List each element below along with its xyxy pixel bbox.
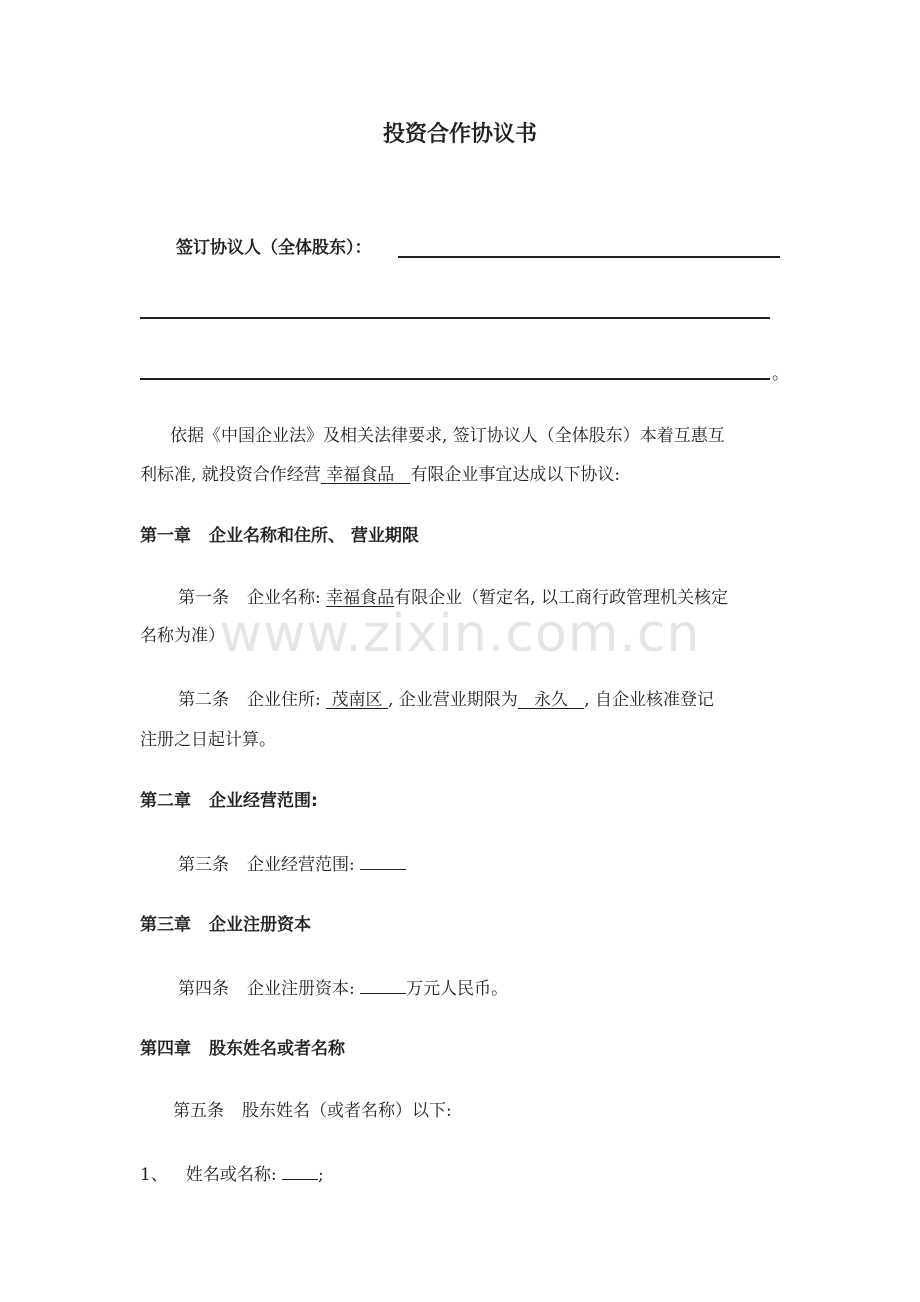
- preamble-text-before: 利标准, 就投资合作经营: [140, 465, 321, 485]
- term-value: 永久: [533, 690, 568, 710]
- article-1-line-1: 第一条 企业名称: 幸福食品有限企业（暂定名, 以工商行政管理机关核定: [178, 588, 728, 608]
- chapter-1-heading: 第一章 企业名称和住所、 营业期限: [140, 526, 419, 546]
- article-3: 第三条 企业经营范围:: [178, 851, 406, 877]
- watermark: www.zixin.com.cn: [219, 604, 701, 664]
- shareholder-item-1: 1、 姓名或名称: ;: [140, 1161, 324, 1187]
- address-value: 茂南区: [331, 690, 383, 710]
- article-4: 第四条 企业注册资本: 万元人民币。: [178, 975, 508, 1001]
- business-scope-blank: [360, 851, 406, 870]
- article-5: 第五条 股东姓名（或者名称）以下:: [173, 1101, 452, 1121]
- signatory-label: 签订协议人（全体股东）：: [176, 238, 372, 258]
- article-2-line-1: 第二条 企业住所: 茂南区 , 企业营业期限为 永久 , 自企业核准登记: [178, 690, 715, 710]
- signatory-blank-2: [140, 317, 770, 319]
- signatory-end-mark: 。: [772, 364, 789, 384]
- preamble-line-2: [140, 463, 620, 487]
- chapter-4-heading: 第四章 股东姓名或者名称: [140, 1039, 345, 1059]
- shareholder-name-blank: [282, 1161, 318, 1180]
- signatory-blank-3: [140, 378, 770, 380]
- preamble-text-after: 有限企业事宜达成以下协议:: [410, 465, 621, 485]
- preamble-line-1: 依据《中国企业法》及相关法律要求, 签订协议人（全体股东）本着互惠互: [170, 426, 725, 446]
- registered-capital-blank: [360, 975, 406, 994]
- chapter-3-heading: 第三章 企业注册资本: [140, 915, 311, 935]
- signatory-blank-1: [398, 256, 780, 258]
- article-2-line-2: 注册之日起计算。: [140, 730, 276, 750]
- article-1-line-2: 名称为准）: [140, 626, 225, 646]
- chapter-2-heading: 第二章 企业经营范围:: [140, 791, 318, 811]
- company-name-value: 幸福食品: [326, 588, 395, 608]
- preamble-company-name: 幸福食品: [326, 465, 395, 485]
- document-title: 投资合作协议书: [382, 122, 537, 147]
